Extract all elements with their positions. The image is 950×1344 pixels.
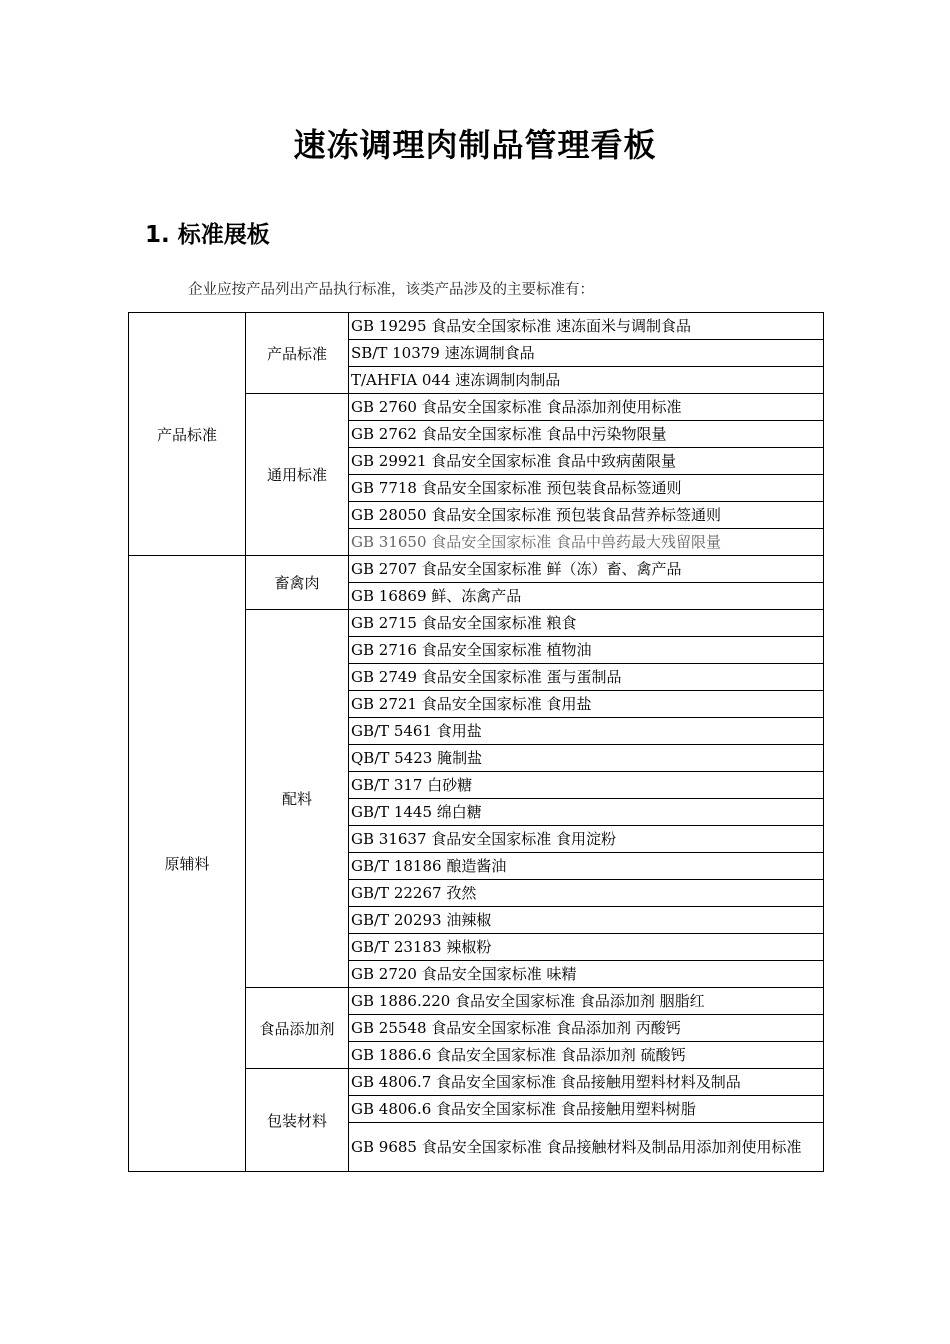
standard-item: GB 25548 食品安全国家标准 食品添加剂 丙酸钙 (349, 1015, 824, 1042)
subcategory-ingredients: 配料 (246, 610, 349, 988)
intro-text: 企业应按产品列出产品执行标准，该类产品涉及的主要标准有： (188, 282, 594, 298)
standard-item: GB 31637 食品安全国家标准 食用淀粉 (349, 826, 824, 853)
standards-table (128, 312, 824, 1172)
section-heading (145, 216, 270, 249)
standard-item: GB 4806.7 食品安全国家标准 食品接触用塑料材料及制品 (349, 1069, 824, 1096)
standard-item: GB/T 5461 食用盐 (349, 718, 824, 745)
standard-item: GB 2749 食品安全国家标准 蛋与蛋制品 (349, 664, 824, 691)
standard-item: GB/T 23183 辣椒粉 (349, 934, 824, 961)
standard-item: QB/T 5423 腌制盐 (349, 745, 824, 772)
standard-item: GB 2720 食品安全国家标准 味精 (349, 961, 824, 988)
table-row (129, 556, 824, 583)
standard-item: GB 2762 食品安全国家标准 食品中污染物限量 (349, 421, 824, 448)
subcategory-packaging: 包装材料 (246, 1069, 349, 1172)
page-title: 速冻调理肉制品管理看板 (293, 126, 657, 164)
standard-item: GB 1886.220 食品安全国家标准 食品添加剂 胭脂红 (349, 988, 824, 1015)
standard-item: GB 7718 食品安全国家标准 预包装食品标签通则 (349, 475, 824, 502)
standard-item: SB/T 10379 速冻调制食品 (349, 340, 824, 367)
standard-item: GB 9685 食品安全国家标准 食品接触材料及制品用添加剂使用标准 (349, 1123, 824, 1172)
table-row (129, 313, 824, 340)
standard-item: T/AHFIA 044 速冻调制肉制品 (349, 367, 824, 394)
standard-item: GB 28050 食品安全国家标准 预包装食品营养标签通则 (349, 502, 824, 529)
standard-item: GB 29921 食品安全国家标准 食品中致病菌限量 (349, 448, 824, 475)
standard-item: GB 4806.6 食品安全国家标准 食品接触用塑料树脂 (349, 1096, 824, 1123)
category-raw-materials: 原辅料 (129, 556, 246, 1172)
standard-item: GB 2715 食品安全国家标准 粮食 (349, 610, 824, 637)
section-number: 1. (145, 222, 170, 248)
standard-item: GB/T 18186 酿造酱油 (349, 853, 824, 880)
standard-item: GB 1886.6 食品安全国家标准 食品添加剂 硫酸钙 (349, 1042, 824, 1069)
section-title: 标准展板 (177, 222, 270, 248)
standard-item: GB 19295 食品安全国家标准 速冻面米与调制食品 (349, 313, 824, 340)
standard-item: GB/T 1445 绵白糖 (349, 799, 824, 826)
subcategory-meat: 畜禽肉 (246, 556, 349, 610)
standard-item: GB/T 317 白砂糖 (349, 772, 824, 799)
standard-item: GB/T 22267 孜然 (349, 880, 824, 907)
standard-item: GB 31650 食品安全国家标准 食品中兽药最大残留限量 (349, 529, 824, 556)
subcategory-product-standards: 产品标准 (246, 313, 349, 394)
standard-item: GB/T 20293 油辣椒 (349, 907, 824, 934)
standard-item: GB 2760 食品安全国家标准 食品添加剂使用标准 (349, 394, 824, 421)
standard-item: GB 16869 鲜、冻禽产品 (349, 583, 824, 610)
category-product-standards: 产品标准 (129, 313, 246, 556)
standard-item: GB 2716 食品安全国家标准 植物油 (349, 637, 824, 664)
standard-item: GB 2721 食品安全国家标准 食用盐 (349, 691, 824, 718)
standard-item: GB 2707 食品安全国家标准 鲜（冻）畜、禽产品 (349, 556, 824, 583)
subcategory-general-standards: 通用标准 (246, 394, 349, 556)
subcategory-additives: 食品添加剂 (246, 988, 349, 1069)
